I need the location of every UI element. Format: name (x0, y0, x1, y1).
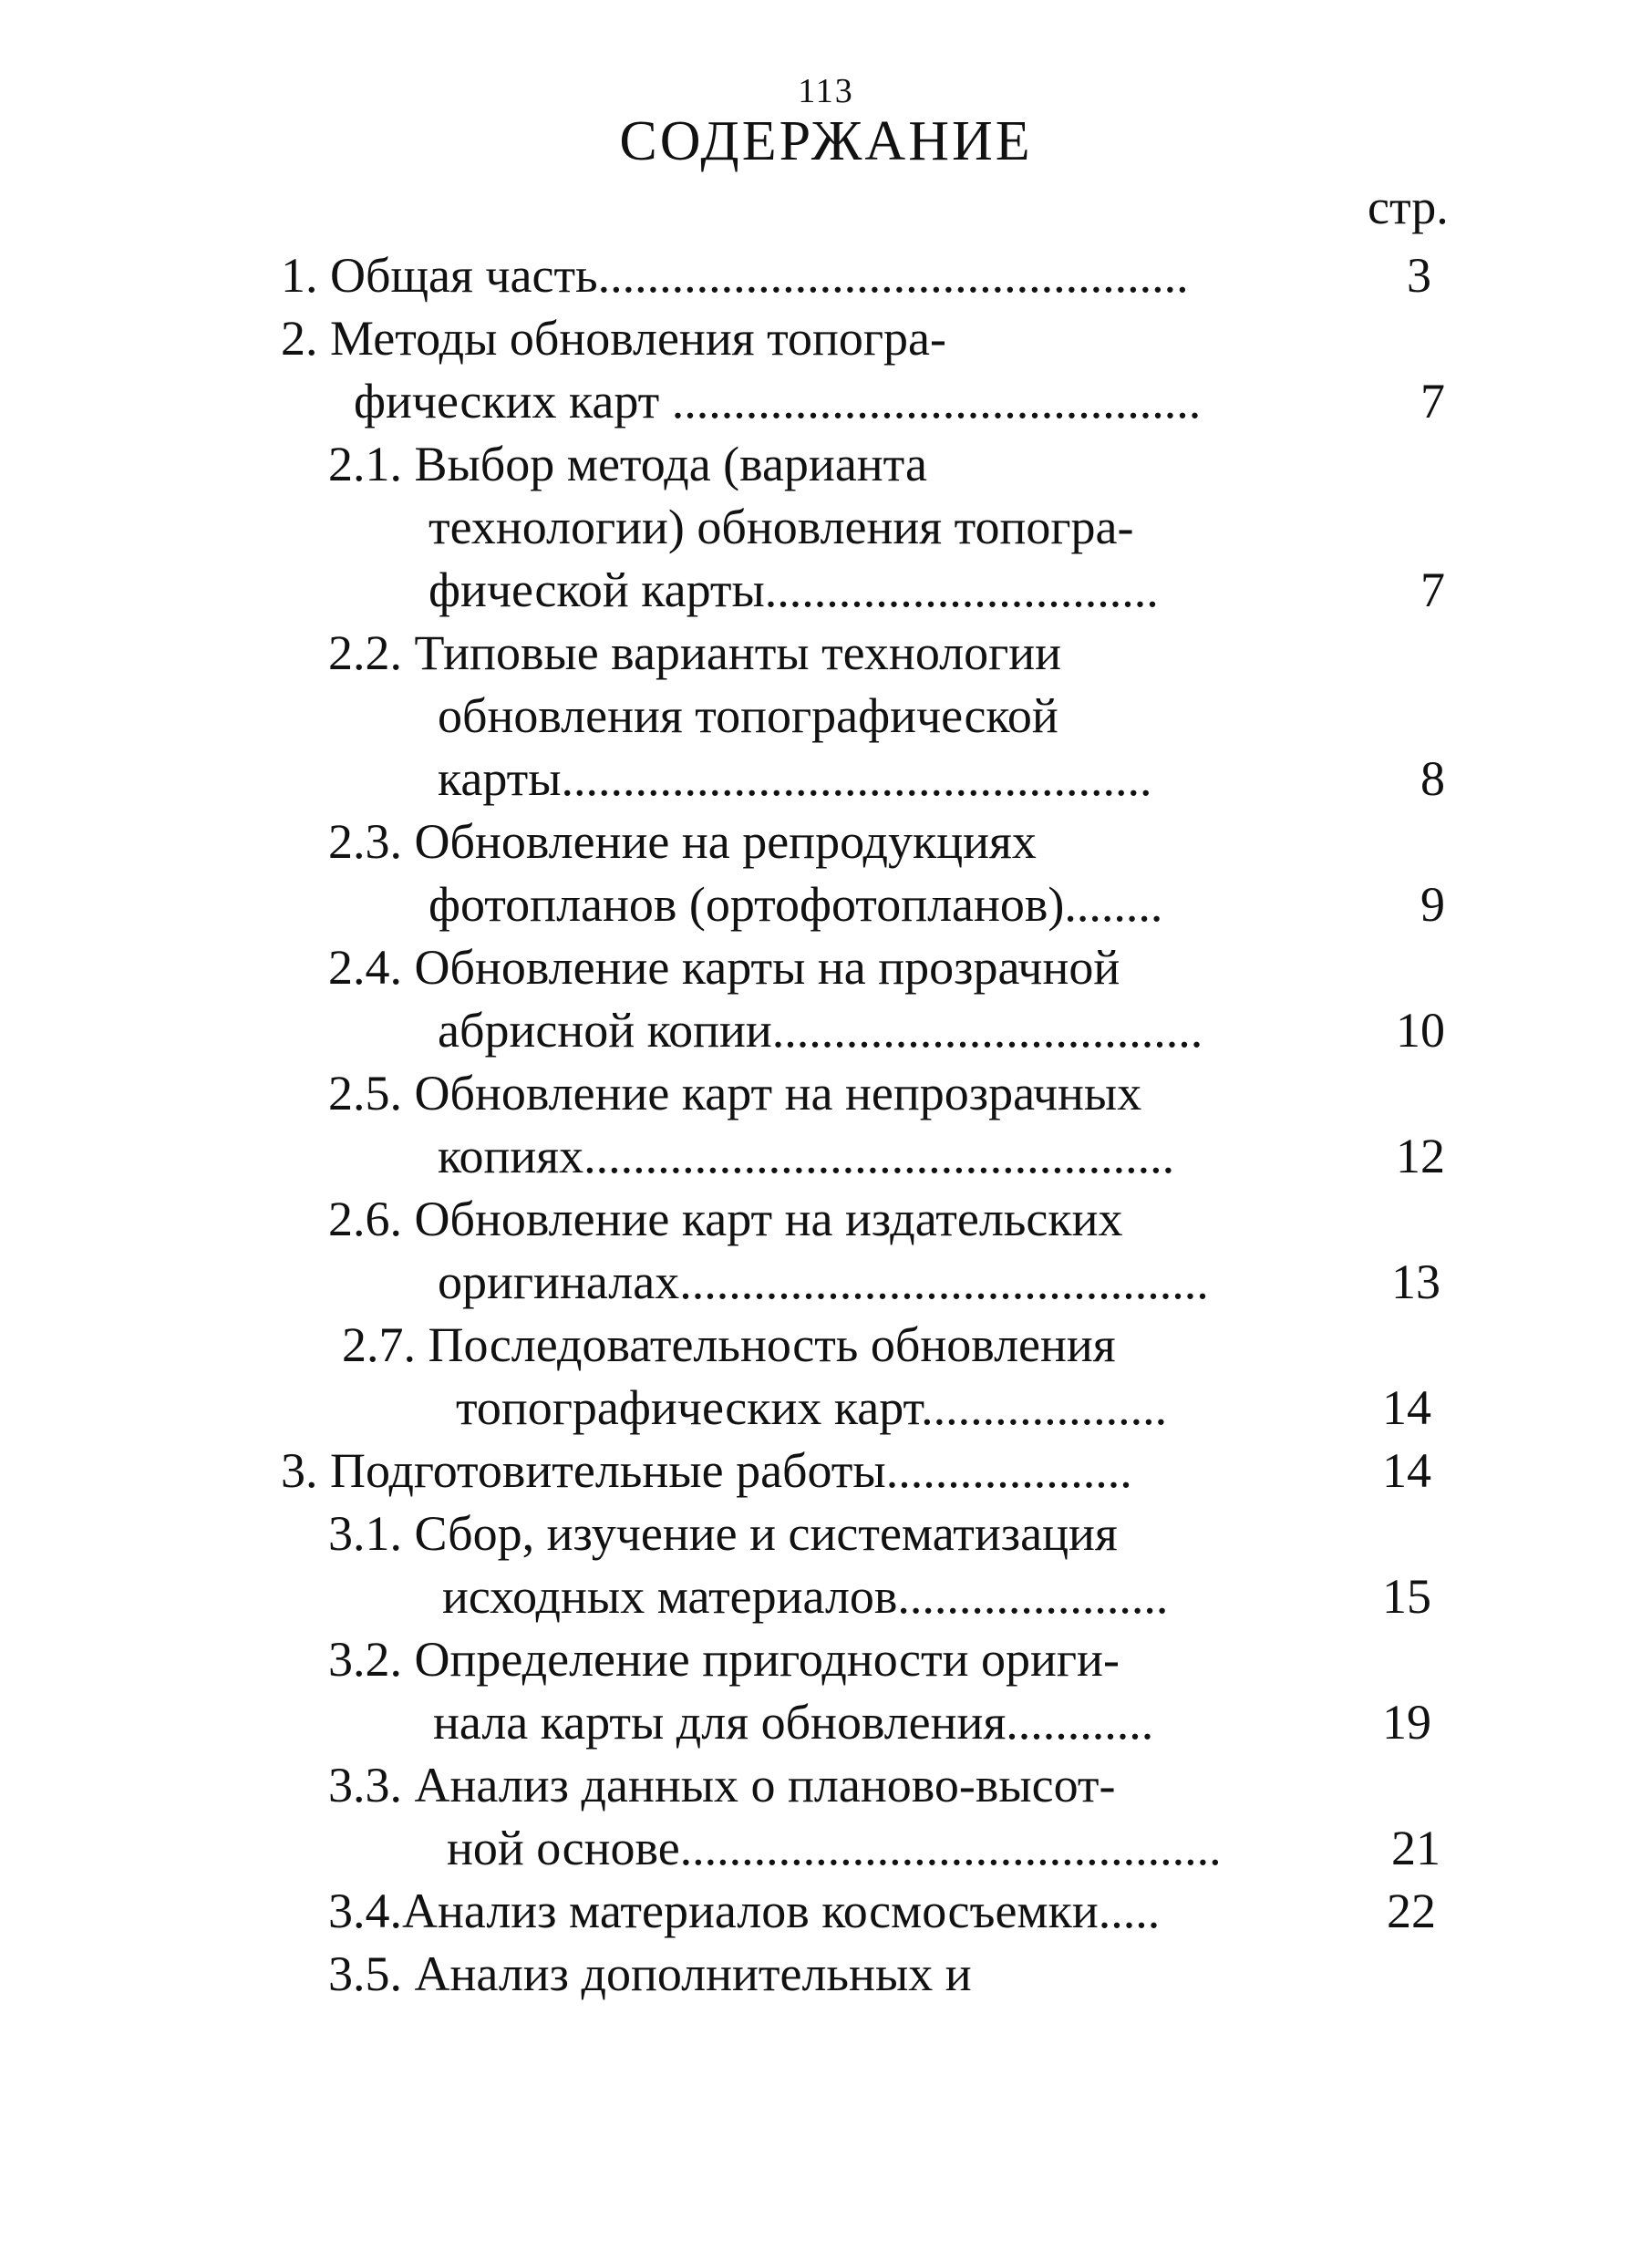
toc-entry-3 (0, 1440, 1652, 1502)
toc-entry-title: 3.3. Анализ данных о планово-высот- (328, 1758, 1116, 1812)
toc-entry-page: 22 (1387, 1884, 1436, 1938)
toc-entry-2-4 (0, 936, 1652, 999)
toc-entry-2-7-continued (0, 1377, 1652, 1440)
toc-entry-page: 14 (1382, 1443, 1431, 1498)
toc-entry-2-continued (0, 370, 1652, 433)
toc-entry-page: 21 (1391, 1821, 1440, 1875)
toc-entry-3-1 (0, 1502, 1652, 1565)
toc-entry-3-1-continued (0, 1565, 1652, 1628)
toc-entry-page: 7 (1420, 563, 1445, 617)
toc-entry-title: 2. Методы обновления топогра- (281, 311, 946, 366)
toc-entry-page: 10 (1396, 1003, 1445, 1058)
toc-entry-title-continued: оригиналах........................................... (438, 1254, 1209, 1309)
pages-column-label: стр. (1368, 180, 1449, 234)
toc-entry-2-2-continued (0, 748, 1652, 810)
toc-entry-title-continued: абрисной копии................................... (438, 1003, 1203, 1058)
toc-entry-title: 2.1. Выбор метода (варианта (328, 437, 927, 491)
toc-entry-title-continued: фических карт ........................................... (354, 374, 1202, 428)
toc-entry-title-continued: обновления топографической (438, 688, 1058, 743)
toc-entry-title: 2.7. Последовательность обновления (342, 1317, 1116, 1372)
toc-entry-3-4 (0, 1880, 1652, 1943)
toc-entry-1 (0, 244, 1652, 307)
page-title: СОДЕРЖАНИЕ (619, 110, 1033, 172)
toc-entry-3-2-continued (0, 1691, 1652, 1754)
toc-entry-3-5 (0, 1943, 1652, 2006)
toc-entry-2-7 (0, 1314, 1652, 1377)
toc-entry-2-2-continued (0, 685, 1652, 748)
toc-entry-page: 15 (1382, 1569, 1431, 1624)
toc-entry-title-continued: технологии) обновления топогра- (428, 500, 1134, 554)
toc-entry-page: 3 (1407, 248, 1431, 303)
toc-entry-2-3 (0, 810, 1652, 873)
table-of-contents (0, 244, 1652, 2006)
toc-entry-2-5-continued (0, 1125, 1652, 1188)
toc-entry-2-3-continued (0, 873, 1652, 936)
toc-entry-title-continued: фической карты................................ (428, 563, 1159, 617)
toc-entry-page: 8 (1420, 751, 1445, 806)
toc-entry-title-continued: ной основе............................................ (447, 1821, 1222, 1875)
toc-entry-title: 3.4.Анализ материалов космосъемки..... (328, 1884, 1161, 1938)
toc-entry-title: 1. Общая часть................................................ (281, 248, 1189, 303)
toc-entry-title-continued: исходных материалов...................... (442, 1569, 1169, 1624)
toc-entry-title: 2.4. Обновление карты на прозрачной (328, 940, 1120, 995)
toc-entry-page: 9 (1420, 877, 1445, 932)
toc-entry-2-5 (0, 1062, 1652, 1125)
toc-entry-2-1-continued (0, 496, 1652, 559)
toc-entry-3-3 (0, 1754, 1652, 1817)
toc-entry-2-1 (0, 433, 1652, 496)
toc-entry-page: 13 (1391, 1254, 1440, 1309)
toc-entry-page: 12 (1396, 1129, 1445, 1183)
toc-entry-title-continued: нала карты для обновления............ (433, 1695, 1154, 1750)
toc-entry-title-continued: карты................................................ (438, 751, 1152, 806)
toc-entry-page: 19 (1382, 1695, 1431, 1750)
toc-entry-title: 2.5. Обновление карт на непрозрачных (328, 1066, 1142, 1120)
toc-entry-title: 2.6. Обновление карт на издательских (328, 1192, 1123, 1246)
toc-entry-title-continued: копиях................................................ (438, 1129, 1175, 1183)
toc-entry-3-2 (0, 1628, 1652, 1691)
toc-entry-page: 7 (1420, 374, 1445, 428)
page-number: 113 (798, 72, 854, 110)
toc-entry-2-6 (0, 1188, 1652, 1251)
toc-entry-title: 3. Подготовительные работы.................... (281, 1443, 1132, 1498)
toc-entry-2-1-continued (0, 559, 1652, 622)
toc-entry-page: 14 (1382, 1380, 1431, 1435)
toc-entry-title: 2.2. Типовые варианты технологии (328, 625, 1062, 680)
toc-entry-2-2 (0, 622, 1652, 685)
toc-entry-2 (0, 307, 1652, 370)
toc-entry-3-3-continued (0, 1817, 1652, 1880)
toc-entry-2-6-continued (0, 1251, 1652, 1314)
toc-entry-title: 3.2. Определение пригодности ориги- (328, 1632, 1120, 1687)
toc-entry-title: 2.3. Обновление на репродукциях (328, 814, 1037, 869)
toc-entry-title: 3.5. Анализ дополнительных и (328, 1946, 972, 2001)
toc-entry-2-4-continued (0, 999, 1652, 1062)
toc-entry-title-continued: фотопланов (ортофотопланов)........ (428, 877, 1163, 932)
toc-entry-title: 3.1. Сбор, изучение и систематизация (328, 1506, 1118, 1561)
toc-entry-title-continued: топографических карт.................... (456, 1380, 1168, 1435)
